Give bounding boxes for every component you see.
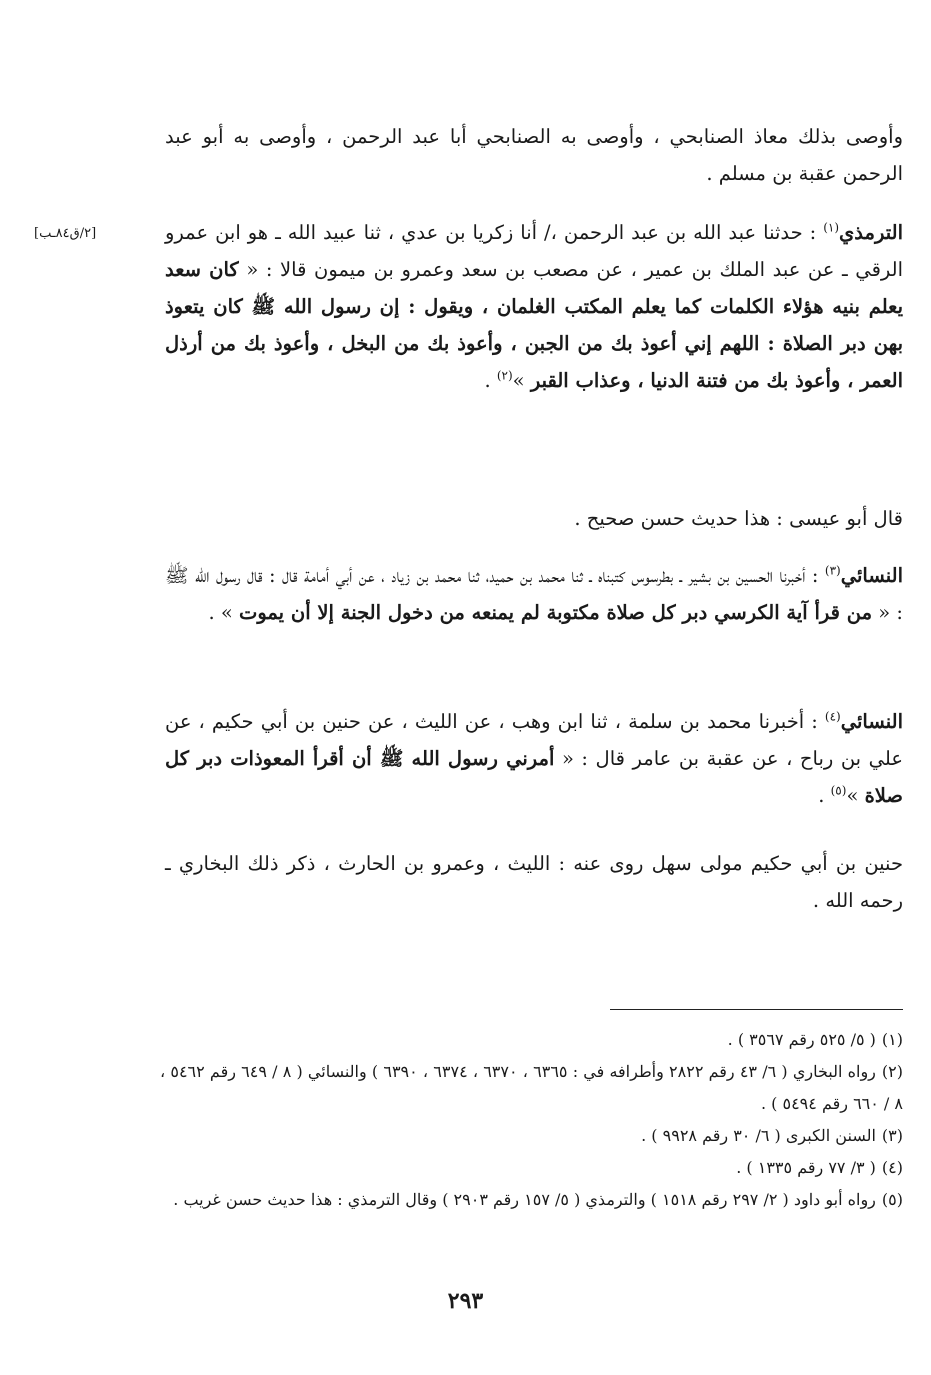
footnote-ref: (٥): [830, 783, 847, 798]
footnote-ref: (٣): [824, 563, 841, 578]
paragraph-nasai-hadith-2: [165, 703, 903, 814]
isnad-text: : أخبرنا الحسين بن بشير ـ بطرسوس كتبناه ـ ثنا محمد بن حميد، ثنا محمد بن زياد ، عن أبي أمامة قال : قال رسول الله ﷺ : «: [165, 564, 903, 624]
footnote-divider: [610, 1009, 903, 1010]
hadith-matn: من قرأ آية الكرسي دبر كل صلاة مكتوبة لم يمنعه من دخول الجنة إلا أن يموت: [238, 601, 873, 624]
page-number: ٢٩٣: [447, 1288, 484, 1314]
paragraph-nasai-hadith-1: [165, 557, 903, 631]
period: .: [818, 784, 825, 807]
hadith-matn: أمرني رسول الله ﷺ أن أقرأ المعوذات دبر كل صلاة: [165, 747, 903, 807]
quote-close: »: [846, 784, 859, 807]
paragraph-text: قال أبو عيسى : هذا حديث حسن صحيح .: [574, 507, 903, 530]
footnote-ref: (٢): [496, 368, 513, 383]
footnotes-section: [160, 1024, 903, 1216]
footnote-ref: (٤): [824, 709, 841, 724]
paragraph-chain-of-transmission: [165, 118, 903, 192]
footnote-number: (٤): [881, 1158, 903, 1177]
footnote-text: رواه أبو داود ( ٢/ ٢٩٧ رقم ١٥١٨ ) والترمذي ( ٥/ ١٥٧ رقم ٢٩٠٣ ) وقال الترمذي : هذا حديث حسن غريب .: [173, 1190, 876, 1209]
footnote-text: ( ٣/ ٧٧ رقم ١٣٣٥ ) .: [736, 1158, 876, 1177]
footnote-number: (٥): [881, 1190, 903, 1209]
footnote-item: [160, 1024, 903, 1056]
isnad-text: : حدثنا عبد الله بن عبد الرحمن ،/ أنا زكريا بن عدي ، ثنا عبيد الله ـ هو ابن عمرو الرقي ـ عن عبد الملك بن عمير ، عن مصعب بن سعد وعمرو بن ميمون قالا : «: [165, 221, 904, 281]
footnote-number: (٣): [881, 1126, 903, 1145]
footnote-item: [160, 1152, 903, 1184]
footnote-text: ( ٥/ ٥٢٥ رقم ٣٥٦٧ ) .: [727, 1030, 876, 1049]
paragraph-tirmidhi-hadith: [165, 214, 903, 399]
paragraph-narrator-note: [165, 845, 903, 919]
period: .: [484, 369, 491, 392]
footnote-text: السنن الكبرى ( ٦/ ٣٠ رقم ٩٩٢٨ ) .: [641, 1126, 876, 1145]
source-name: النسائي: [840, 564, 903, 587]
footnote-item: [160, 1056, 903, 1120]
footnote-number: (٢): [881, 1062, 903, 1081]
quote-close: »: [512, 369, 525, 392]
quote-close: » .: [208, 601, 233, 624]
footnote-text: رواه البخاري ( ٦/ ٤٣ رقم ٢٨٢٢ وأطرافه في : ٦٣٦٥ ، ٦٣٧٠ ، ٦٣٧٤ ، ٦٣٩٠ ) والنسائي ( ٨ / ٦٤٩ رقم ٥٤٦٢ ، ٨ / ٦٦٠ رقم ٥٤٩٤ ) .: [160, 1062, 903, 1113]
footnote-item: [160, 1120, 903, 1152]
paragraph-text: وأوصى بذلك معاذ الصنابحي ، وأوصى به الصنابحي أبا عبد الرحمن ، وأوصى به أبو عبد الرحمن عقبة بن مسلم .: [165, 125, 903, 185]
hadith-matn: كان سعد يعلم بنيه هؤلاء الكلمات كما يعلم المكتب الغلمان ، ويقول : إن رسول الله ﷺ كان يتعوذ بهن دبر الصلاة : اللهم إني أعوذ بك من الجبن ، وأعوذ بك من البخل ، وأعوذ بك من أرذل العمر ، وأعوذ بك من فتنة الدنيا ، وعذاب القبر: [165, 258, 903, 392]
footnote-item: [160, 1184, 903, 1216]
manuscript-folio-marker: [٢/ق٨٤ـب]: [34, 226, 97, 241]
paragraph-abu-isa-comment: [165, 500, 903, 537]
isnad-text: : أخبرنا محمد بن سلمة ، ثنا ابن وهب ، عن الليث ، عن حنين بن أبي حكيم ، عن علي بن رباح ، عن عقبة بن عامر قال : «: [165, 710, 903, 770]
paragraph-text: حنين بن أبي حكيم مولى سهل روى عنه : الليث ، وعمرو بن الحارث ، ذكر ذلك البخاري ـ رحمه الله .: [165, 852, 903, 912]
footnote-number: (١): [881, 1030, 903, 1049]
source-name: الترمذي: [839, 221, 903, 244]
source-name: النسائي: [840, 710, 903, 733]
footnote-ref: (١): [823, 220, 840, 235]
